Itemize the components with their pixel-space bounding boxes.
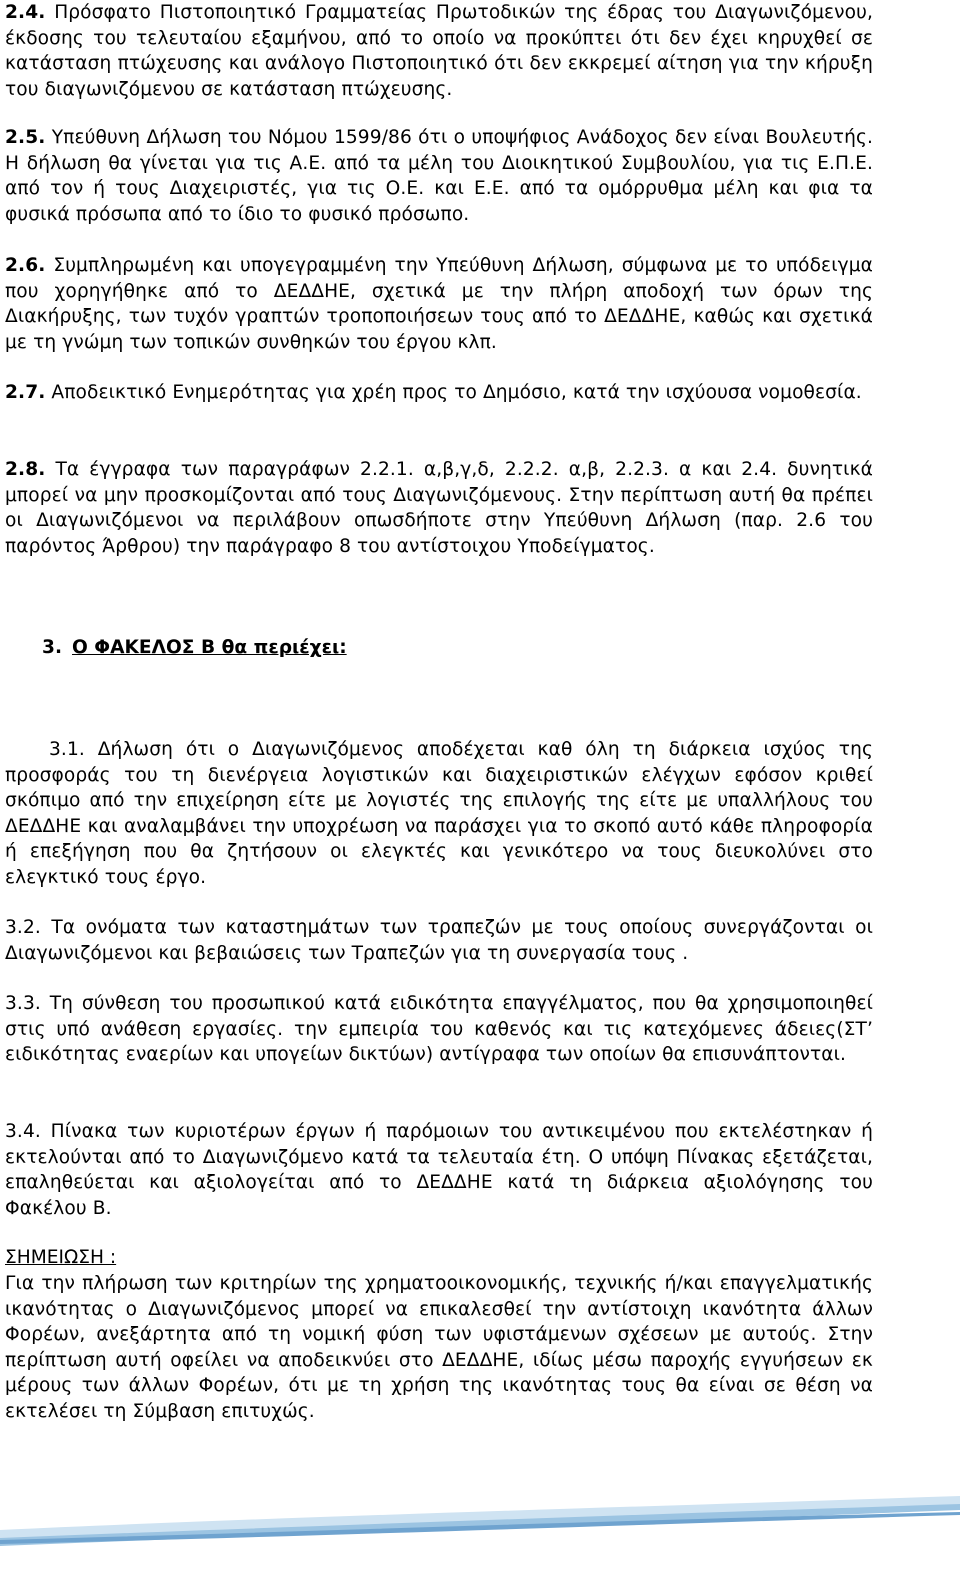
paragraph-2-5 <box>5 125 873 227</box>
paragraph-number: 2.7. <box>5 382 46 403</box>
paragraph-2-8 <box>5 457 873 559</box>
paragraph-2-7 <box>5 380 862 406</box>
paragraph-text: Τα ονόματα των καταστημάτων των τραπεζών με τους οποίους συνεργάζονται οι Διαγωνιζόμενοι και βεβαιώσεις των Τραπεζών για τη συνεργασία τους . <box>5 917 873 964</box>
paragraph-text: Αποδεικτικό Ενημερότητας για χρέη προς το Δημόσιο, κατά την ισχύουσα νομοθεσία. <box>51 382 862 403</box>
paragraph-text: Πρόσφατο Πιστοποιητικό Γραμματείας Πρωτοδικών της έδρας του Διαγωνιζόμενου, έκδοσης του τελευταίου εξαμήνου, από το οποίο να προκύπτει ότι δεν έχει κηρυχθεί σε κατάσταση πτώχευσης και ανάλογο Πιστοποιητικό ότι δεν εκκρεμεί αίτηση για την κήρυξη του διαγωνιζόμενου σε κατάσταση πτώχευσης. <box>5 2 874 100</box>
heading-number: 3. <box>42 637 63 658</box>
paragraph-text: Δήλωση ότι ο Διαγωνιζόμενος αποδέχεται καθ όλη τη διάρκεια ισχύος της προσφοράς του τη διενέργεια λογιστικών και διαχειριστικών ελέγχων εφόσον κριθεί σκόπιμο από την επιχείρηση είτε με λογιστές της επιλογής της είτε με υπαλλήλους του ΔΕΔΔΗΕ και αναλαμβάνει την υποχρέωση να παράσχει για το σκοπό αυτό κάθε πληροφορία ή επεξήγηση που θα ζητήσουν οι ελεγκτές και γενικότερο να τους διευκολύνει στο ελεγκτικό τους έργο. <box>5 739 873 888</box>
paragraph-text: Συμπληρωμένη και υπογεγραμμένη την Υπεύθυνη Δήλωση, σύμφωνα με το υπόδειγμα που χορηγήθηκε από το ΔΕΔΔΗΕ, σχετικά με την πλήρη αποδοχή των όρων της Διακήρυξης, των τυχόν γραπτών τροποποιήσεων τους από το ΔΕΔΔΗΕ, καθώς και σχετικά με τη γνώμη των τοπικών συνθηκών του έργου κλπ. <box>5 255 873 353</box>
paragraph-text: Τη σύνθεση του προσωπικού κατά ειδικότητα επαγγέλματος, που θα χρησιμοποιηθεί στις υπό ανάθεση εργασίες. την εμπειρία του καθενός και τις κατεχόμενες άδειες(ΣΤ’ ειδικότητας εναερίων και υπογείων δικτύων) αντίγραφα των οποίων θα επισυνάπτονται. <box>5 993 874 1066</box>
paragraph-3-3 <box>5 991 873 1068</box>
footer-decoration-swoosh <box>0 1490 960 1585</box>
note-text: Για την πλήρωση των κριτηρίων της χρηματοοικονομικής, τεχνικής ή/και επαγγελματικής ικανότητας ο Διαγωνιζόμενος μπορεί να επικαλεσθεί την αντίστοιχη ικανότητα άλλων Φορέων, ανεξάρτητα από τη νομική φύση των υφιστάμενων σχέσεων με αυτούς. Στην περίπτωση αυτή οφείλει να αποδεικνύει στο ΔΕΔΔΗΕ, ιδίως μέσω παροχής εγγυήσεων εκ μέρους των άλλων Φορέων, ότι με τη χρήση της ικανότητας τους θα είναι σε θέση να εκτελέσει τη Σύμβαση επιτυχώς. <box>5 1273 873 1422</box>
paragraph-number: 2.8. <box>5 459 46 480</box>
paragraph-number: 2.5. <box>5 127 46 148</box>
paragraph-number: 3.1. <box>49 739 85 760</box>
paragraph-3-1 <box>5 737 873 891</box>
note-heading: ΣΗΜΕΙΩΣΗ : <box>5 1247 117 1268</box>
paragraph-number: 3.4. <box>5 1121 41 1142</box>
section-heading-3 <box>42 635 347 661</box>
paragraph-3-2 <box>5 915 873 966</box>
paragraph-text: Υπεύθυνη Δήλωση του Νόμου 1599/86 ότι ο υποψήφιος Ανάδοχος δεν είναι Βουλευτής. Η δήλωση θα γίνεται για τις Α.Ε. από τα μέλη του Διοικητικού Συμβουλίου, για τις Ε.Π.Ε. από τον ή τους Διαχειριστές, για τις Ο.Ε. και Ε.Ε. από τα ομόρρυθμα μέλη και φια τα φυσικά πρόσωπα από το ίδιο το φυσικό πρόσωπο. <box>5 127 873 225</box>
paragraph-2-4 <box>5 0 873 102</box>
paragraph-text: Πίνακα των κυριοτέρων έργων ή παρόμοιων του αντικειμένου που εκτελέστηκαν ή εκτελούνται από το Διαγωνιζόμενο κατά τα τελευταία έτη. Ο υπόψη Πίνακας εξετάζεται, επαληθεύεται και αξιολογείται από το ΔΕΔΔΗΕ κατά τη διάρκεια αξιολόγησης του Φακέλου Β. <box>5 1121 873 1219</box>
paragraph-number: 3.3. <box>5 993 41 1014</box>
heading-title: Ο ΦΑΚΕΛΟΣ Β θα περιέχει: <box>72 637 347 658</box>
paragraph-text: Τα έγγραφα των παραγράφων 2.2.1. α,β,γ,δ, 2.2.2. α,β, 2.2.3. α και 2.4. δυνητικά μπορεί να μην προσκομίζονται από τους Διαγωνιζόμενους. Στην περίπτωση αυτή θα πρέπει οι Διαγωνιζόμενοι να περιλάβουν οπωσδήποτε στην Υπεύθυνη Δήλωση (παρ. 2.6 του παρόντος Άρθρου) την παράγραφο 8 του αντίστοιχου Υποδείγματος. <box>5 459 873 557</box>
paragraph-2-6 <box>5 253 873 355</box>
paragraph-number: 2.4. <box>5 2 46 23</box>
paragraph-number: 2.6. <box>5 255 46 276</box>
paragraph-number: 3.2. <box>5 917 41 938</box>
paragraph-3-4 <box>5 1119 873 1221</box>
